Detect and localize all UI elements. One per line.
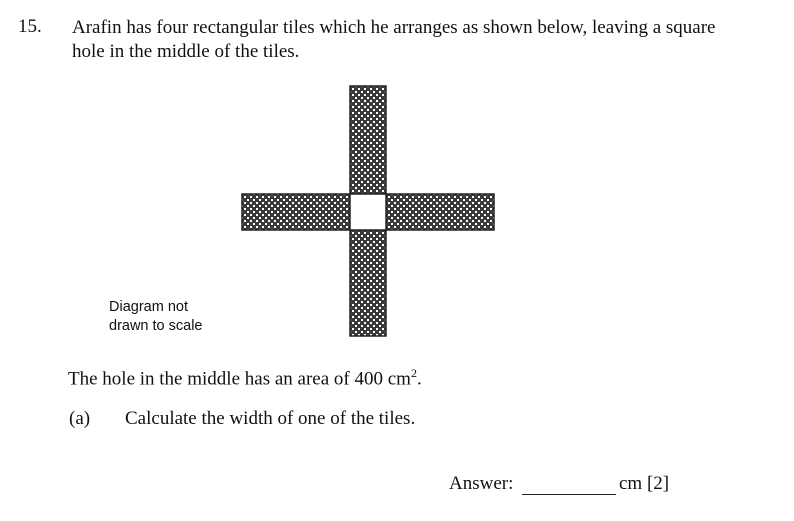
tile-right (386, 194, 494, 230)
hole-area-exponent: 2 (410, 366, 417, 380)
tile-cross-diagram (240, 84, 500, 340)
diagram-note-line2: drawn to scale (109, 318, 203, 334)
question-text: Arafin has four rectangular tiles which he arranges as shown below, leaving a square hole in the middle of the tiles. (72, 17, 716, 62)
tile-bottom (350, 230, 386, 336)
hole-area-text: The hole in the middle has an area of 400 cm (68, 368, 411, 390)
question-number: 15. (18, 16, 42, 37)
hole-area-statement (68, 366, 422, 390)
tile-left (242, 194, 350, 230)
diagram-note (109, 298, 203, 336)
diagram-note-line1: Diagram not (109, 299, 188, 315)
part-a-question: Calculate the width of one of the tiles. (125, 408, 416, 429)
square-hole (350, 194, 386, 230)
part-a-label: (a) (69, 408, 91, 429)
hole-area-period: . (416, 368, 422, 390)
answer-label: Answer: (449, 473, 514, 494)
answer-unit-marks: cm [2] (619, 473, 670, 494)
answer-blank[interactable] (522, 494, 616, 495)
tile-top (350, 86, 386, 194)
